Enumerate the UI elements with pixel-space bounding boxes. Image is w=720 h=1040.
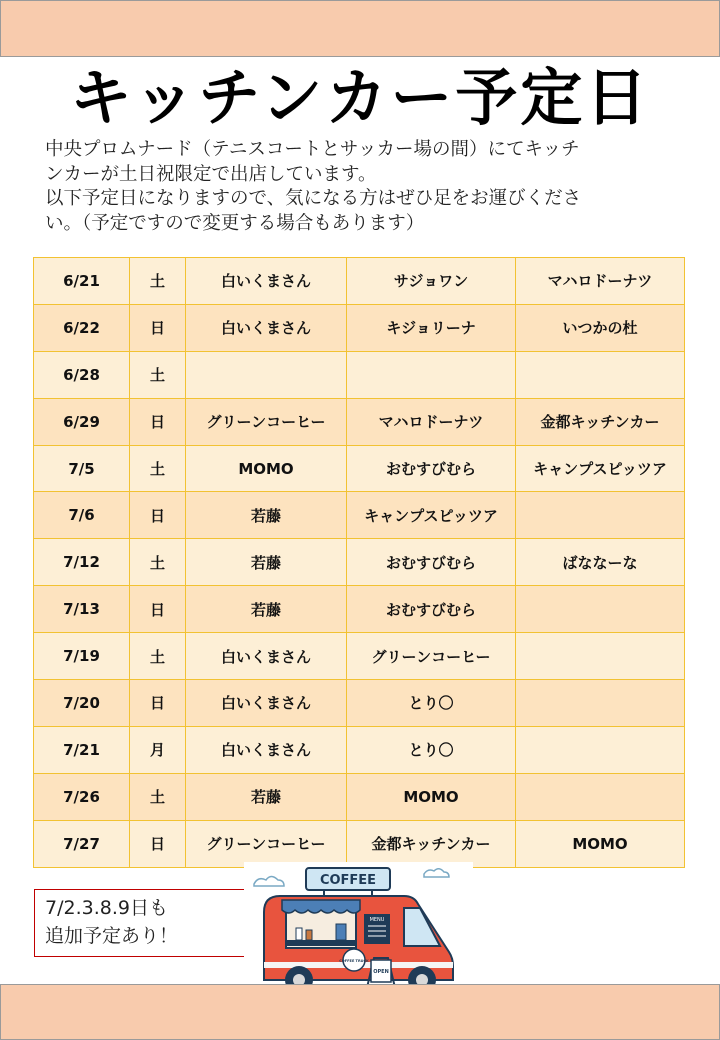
date-cell: 7/19 xyxy=(34,633,130,680)
date-cell: 7/6 xyxy=(34,492,130,539)
vendor-cell: グリーンコーヒー xyxy=(186,398,347,445)
intro-line: 中央プロムナード（テニスコートとサッカー場の間）にてキッチ xyxy=(45,139,580,160)
date-cell: 7/12 xyxy=(34,539,130,586)
vendor-cell xyxy=(516,633,685,680)
day-cell: 土 xyxy=(130,773,186,820)
table-row xyxy=(34,633,685,680)
vendor-cell: キャンプスピッツア xyxy=(347,492,516,539)
vendor-cell: MOMO xyxy=(347,773,516,820)
table-row xyxy=(34,820,685,867)
vendor-cell: おむすびむら xyxy=(347,445,516,492)
day-cell: 土 xyxy=(130,539,186,586)
vendor-cell: MOMO xyxy=(516,820,685,867)
date-cell: 7/13 xyxy=(34,586,130,633)
vendor-cell: マハロドーナツ xyxy=(347,398,516,445)
bottom-band xyxy=(0,984,720,1040)
date-cell: 7/27 xyxy=(34,820,130,867)
date-cell: 7/20 xyxy=(34,680,130,727)
table-row xyxy=(34,586,685,633)
vendor-cell: 若藤 xyxy=(186,539,347,586)
day-cell: 月 xyxy=(130,726,186,773)
date-cell: 6/21 xyxy=(34,258,130,305)
vendor-cell xyxy=(516,351,685,398)
vendor-cell xyxy=(516,586,685,633)
table-row xyxy=(34,492,685,539)
vendor-cell: マハロドーナツ xyxy=(516,258,685,305)
vendor-cell: MOMO xyxy=(186,445,347,492)
vendor-cell: サジョワン xyxy=(347,258,516,305)
date-cell: 7/21 xyxy=(34,726,130,773)
day-cell: 土 xyxy=(130,351,186,398)
vendor-cell xyxy=(347,351,516,398)
intro-line: ンカーが土日祝限定で出店しています。 xyxy=(45,163,377,185)
vendor-cell: 若藤 xyxy=(186,492,347,539)
vendor-cell xyxy=(516,492,685,539)
day-cell: 日 xyxy=(130,820,186,867)
vendor-cell: グリーンコーヒー xyxy=(186,820,347,867)
day-cell: 日 xyxy=(130,586,186,633)
vendor-cell: 白いくまさん xyxy=(186,680,347,727)
vendor-cell: 若藤 xyxy=(186,773,347,820)
note-line: 7/2.3.8.9日も xyxy=(45,897,168,919)
vendor-cell: おむすびむら xyxy=(347,539,516,586)
truck-logo-text: COFFEE TRUCK xyxy=(339,959,369,963)
vendor-cell: 金都キッチンカー xyxy=(347,820,516,867)
vendor-cell: グリーンコーヒー xyxy=(347,633,516,680)
vendor-cell xyxy=(186,351,347,398)
day-cell: 土 xyxy=(130,445,186,492)
vendor-cell: 白いくまさん xyxy=(186,633,347,680)
date-cell: 6/29 xyxy=(34,398,130,445)
additional-dates-note xyxy=(34,889,245,957)
intro-line: い。（予定ですので変更する場合もあります） xyxy=(45,212,425,234)
open-sign-text: OPEN xyxy=(373,969,389,975)
table-row xyxy=(34,539,685,586)
vendor-cell: キジョリーナ xyxy=(347,304,516,351)
vendor-cell: 金都キッチンカー xyxy=(516,398,685,445)
table-row xyxy=(34,726,685,773)
day-cell: 日 xyxy=(130,398,186,445)
truck-sign-text: COFFEE xyxy=(319,873,377,888)
vendor-cell: とり〇 xyxy=(347,680,516,727)
page-title: キッチンカー予定日 xyxy=(69,61,651,134)
day-cell: 日 xyxy=(130,304,186,351)
menu-board-text: MENU xyxy=(369,917,385,923)
coffee-truck-icon xyxy=(244,862,473,1001)
vendor-cell: 白いくまさん xyxy=(186,258,347,305)
table-row xyxy=(34,351,685,398)
date-cell: 7/26 xyxy=(34,773,130,820)
vendor-cell: いつかの杜 xyxy=(516,304,685,351)
vendor-cell: 若藤 xyxy=(186,586,347,633)
date-cell: 6/28 xyxy=(34,351,130,398)
table-row xyxy=(34,304,685,351)
day-cell: 日 xyxy=(130,680,186,727)
vendor-cell: 白いくまさん xyxy=(186,304,347,351)
table-row xyxy=(34,445,685,492)
intro-text xyxy=(45,138,675,236)
day-cell: 日 xyxy=(130,492,186,539)
table-row xyxy=(34,773,685,820)
table-row xyxy=(34,680,685,727)
vendor-cell: キャンプスピッツア xyxy=(516,445,685,492)
table-row xyxy=(34,258,685,305)
coffee-truck-illustration xyxy=(244,862,473,1001)
day-cell: 土 xyxy=(130,258,186,305)
vendor-cell xyxy=(516,726,685,773)
vendor-cell: 白いくまさん xyxy=(186,726,347,773)
table-row xyxy=(34,398,685,445)
vendor-cell: とり〇 xyxy=(347,726,516,773)
date-cell: 6/22 xyxy=(34,304,130,351)
intro-line: 以下予定日になりますので、気になる方はぜひ足をお運びくださ xyxy=(45,188,582,209)
schedule-table xyxy=(33,257,685,868)
top-band xyxy=(0,0,720,57)
date-cell: 7/5 xyxy=(34,445,130,492)
day-cell: 土 xyxy=(130,633,186,680)
note-line: 追加予定あり！ xyxy=(45,925,179,947)
vendor-cell: おむすびむら xyxy=(347,586,516,633)
vendor-cell xyxy=(516,680,685,727)
vendor-cell xyxy=(516,773,685,820)
vendor-cell: ばななーな xyxy=(516,539,685,586)
